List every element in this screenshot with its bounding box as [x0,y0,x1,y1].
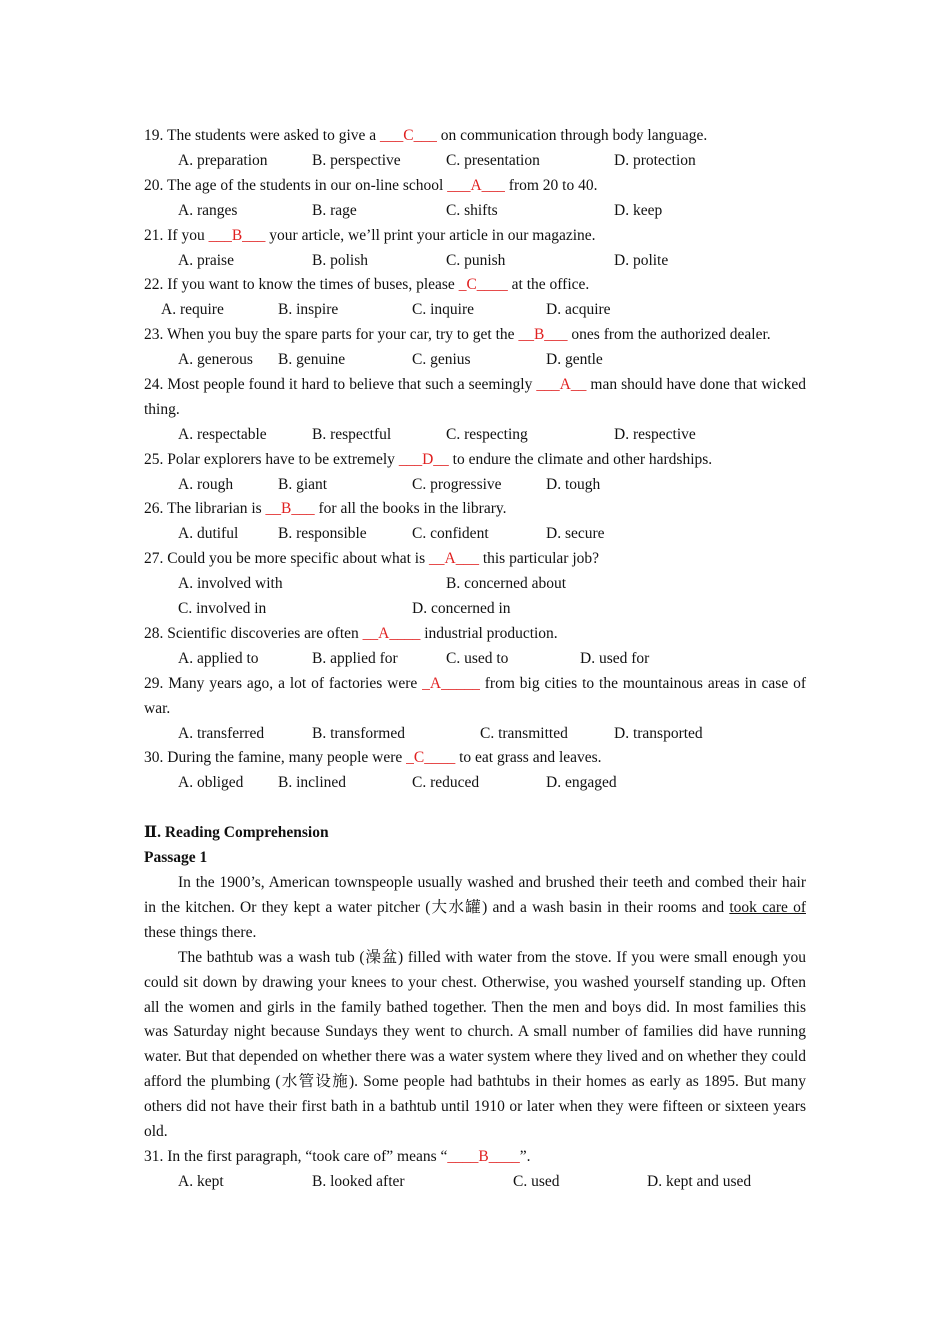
answer-23: __B___ [518,326,568,344]
question-25: 25. Polar explorers have to be extremely ___D__ to endure the climate and other hardships. [144,450,713,468]
option-c: C. genius [412,351,471,369]
question-29: 29. Many years ago, a lot of factories were _A_____ from big cities to the mountainous areas in case of war. [144,674,806,717]
option-a: A. require [161,301,224,319]
option-b: B. giant [278,475,328,493]
options-30 [144,771,806,796]
option-c: C. used [513,1172,560,1190]
option-d: D. acquire [546,301,611,319]
option-d: D. protection [614,151,696,169]
option-a: A. applied to [178,649,259,667]
question-26: 26. The librarian is __B___ for all the books in the library. [144,500,507,518]
option-a: A. generous [178,351,253,369]
answer-21: ___B___ [208,226,266,244]
question-19: 19. The students were asked to give a ___C___ on communication through body language. [144,127,708,144]
question-24: 24. Most people found it hard to believe that such a seemingly ___A__ man should have done that wicked thing. [144,375,806,418]
passage-paragraph-2: The bathtub was a wash tub (澡盆) filled with water from the stove. If you were small enough you could sit down by drawing your knees to your chest. Otherwise, you washed yourself standing up. Often all the women and girls in the family bathed together. Then the men and boys did. In most families this was Saturday night because Sundays they went to church. A small number of families did have running water. But that depended on whether there was a water system where they lived and on whether they could afford the plumbing (水管设施). Some people had bathtubs in their homes as early as 1895. But many others did not have their first bath in a bathtub until 1910 or later when they were fifteen or sixteen years old. [144,948,806,1141]
options-20 [144,199,806,224]
question-31: 31. In the first paragraph, “took care of” means “____B____”. [144,1147,531,1165]
option-b: B. genuine [278,351,346,369]
answer-29: _A_____ [422,674,480,692]
options-19 [144,149,806,174]
option-b: B. responsible [278,525,367,543]
options-24 [144,423,806,448]
question-22: 22. If you want to know the times of buses, please _C____ at the office. [144,276,590,294]
option-b: B. respectful [312,425,392,443]
option-b: B. rage [312,201,357,219]
option-d: D. keep [614,201,663,219]
option-c: C. confident [412,525,489,543]
question-23: 23. When you buy the spare parts for your car, try to get the __B___ ones from the authorized dealer. [144,326,771,344]
option-b: B. perspective [312,151,401,169]
answer-30: _C____ [406,749,456,767]
option-c: C. progressive [412,475,502,493]
option-b: B. transformed [312,724,405,742]
option-a: A. transferred [178,724,265,742]
answer-25: ___D__ [398,450,449,468]
option-b: B. polish [312,251,368,269]
answer-27: __A___ [428,550,479,568]
section-heading: Ⅱ. Reading Comprehension [144,824,329,842]
answer-19: ___C___ [380,127,437,144]
option-a: A. dutiful [178,525,239,543]
option-a: A. obliged [178,774,244,792]
option-c: C. transmitted [480,724,568,742]
option-a: A. preparation [178,151,268,169]
underlined-phrase: took care of [729,898,806,916]
answer-26: __B___ [265,500,315,518]
option-d: D. respective [614,425,696,443]
options-27-row2 [144,597,806,622]
options-26 [144,522,806,547]
question-30: 30. During the famine, many people were _C____ to eat grass and leaves. [144,749,602,767]
option-d: D. concerned in [412,600,511,618]
question-21: 21. If you ___B___ your article, we’ll print your article in our magazine. [144,226,596,244]
spacer [144,796,806,821]
document-page [144,124,806,1195]
option-c: C. shifts [446,201,498,219]
option-b: B. concerned about [446,575,567,593]
answer-28: __A____ [362,624,421,642]
option-c: C. punish [446,251,506,269]
answer-31: ____B____ [447,1147,520,1165]
answer-22: _C____ [458,276,508,294]
option-b: B. inclined [278,774,347,792]
option-d: D. kept and used [647,1172,752,1190]
option-a: A. rough [178,475,234,493]
option-d: D. used for [580,649,650,667]
question-27: 27. Could you be more specific about what is __A___ this particular job? [144,550,600,568]
options-21 [144,249,806,274]
options-29 [144,722,806,747]
option-a: A. involved with [178,575,283,593]
options-23 [144,348,806,373]
question-20: 20. The age of the students in our on-line school ___A___ from 20 to 40. [144,176,598,194]
option-c: C. inquire [412,301,474,319]
options-28 [144,647,806,672]
options-22 [144,298,806,323]
option-a: A. kept [178,1172,224,1190]
options-31 [144,1170,806,1195]
option-c: C. presentation [446,151,540,169]
option-d: D. engaged [546,774,617,792]
option-b: B. inspire [278,301,339,319]
option-c: C. involved in [178,600,267,618]
passage-paragraph-1: In the 1900’s, American townspeople usually washed and brushed their teeth and combed their hair in the kitchen. Or they kept a water pitcher (大水罐) and a wash basin in their rooms and took care of these things there. [144,873,806,941]
option-a: A. ranges [178,201,238,219]
question-28: 28. Scientific discoveries are often __A____ industrial production. [144,624,558,642]
option-b: B. looked after [312,1172,405,1190]
option-d: D. gentle [546,351,603,369]
options-27-row1 [144,572,806,597]
answer-24: ___A__ [536,375,587,393]
option-b: B. applied for [312,649,398,667]
option-c: C. used to [446,649,509,667]
option-a: A. praise [178,251,234,269]
options-25 [144,473,806,498]
option-c: C. respecting [446,425,528,443]
passage-title: Passage 1 [144,849,208,867]
option-a: A. respectable [178,425,267,443]
option-d: D. transported [614,724,703,742]
option-d: D. secure [546,525,605,543]
answer-20: ___A___ [447,176,505,194]
option-c: C. reduced [412,774,480,792]
option-d: D. polite [614,251,669,269]
option-d: D. tough [546,475,601,493]
